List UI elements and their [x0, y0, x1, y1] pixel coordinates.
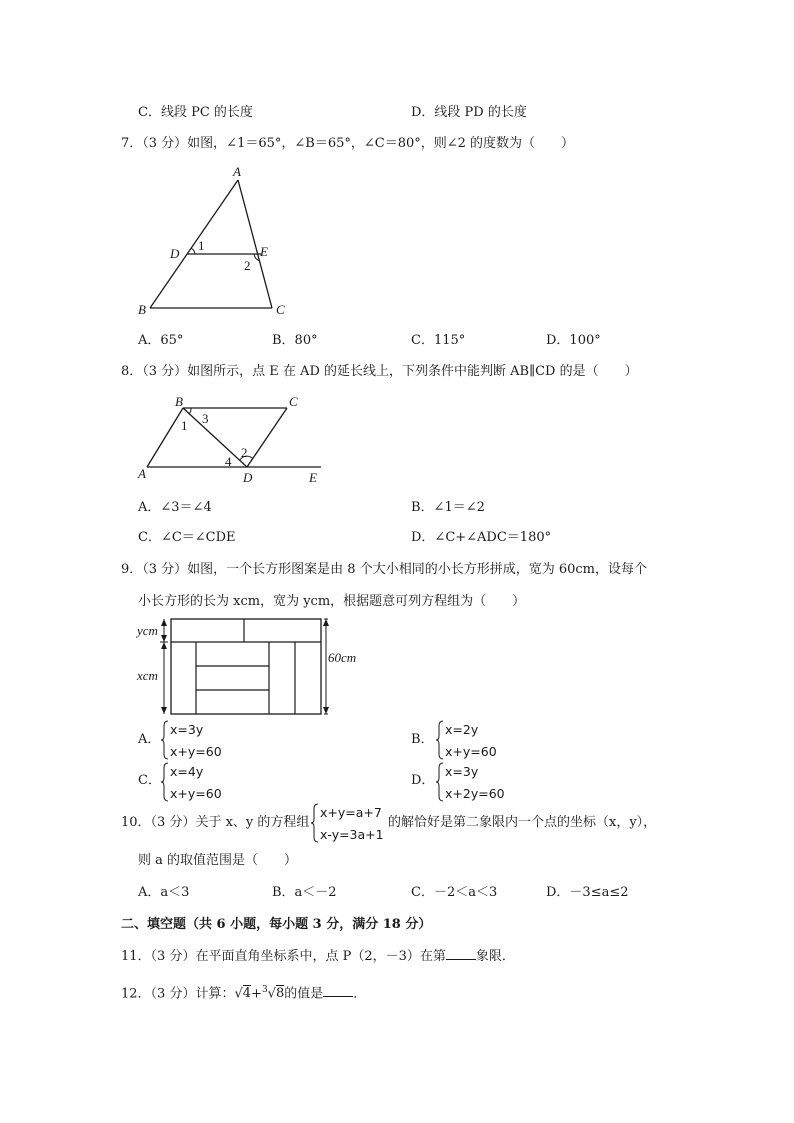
cbrt-icon: √ [267, 986, 276, 1002]
q9-option-b-label: B． [411, 732, 434, 747]
q7-label-a: A [233, 164, 241, 179]
q7-option-a: A．65° [138, 333, 184, 348]
q9-stem-line2: 小长方形的长为 xcm，宽为 ycm，根据题意可列方程组为（ ） [138, 594, 526, 609]
q9-c-eq1: x=4y [170, 764, 204, 779]
q10-eq1: x+y=a+7 [320, 805, 382, 820]
q8-label-e: E [309, 470, 317, 485]
q11-answer-blank [446, 947, 476, 960]
section-2-heading: 二、填空题（共 6 小题，每小题 3 分，满分 18 分） [121, 917, 432, 932]
q10-stem-post: 的解恰好是第二象限内一个点的坐标（x，y）， [388, 815, 657, 830]
q7-option-c: C．115° [411, 333, 466, 348]
q10-eq2: x-y=3a+1 [320, 827, 384, 842]
q10-stem-pre: 10．（3 分）关于 x、y 的方程组 [121, 815, 310, 830]
q6-option-d: D．线段 PD 的长度 [411, 105, 527, 120]
q9-option-d-system [435, 762, 525, 802]
q9-option-d-label: D． [411, 773, 435, 788]
q12-text-end: ． [353, 986, 367, 1002]
q9-option-c-label: C． [138, 773, 161, 788]
q8-label-a: A [138, 466, 146, 481]
q12-cube-index: 3 [261, 985, 268, 995]
q7-angle-2: 2 [244, 258, 251, 273]
q8-angle-3: 3 [202, 411, 209, 426]
q9-d-eq2: x+2y=60 [445, 786, 505, 801]
q7-option-b: B．80° [272, 333, 318, 348]
q8-angle-1: 1 [181, 418, 188, 433]
q8-option-a: A．∠3＝∠4 [138, 500, 212, 515]
q12-radicand-8: 8 [275, 986, 285, 1002]
q9-option-a-system [160, 720, 240, 760]
q10-option-b: B．a＜－2 [272, 885, 337, 900]
q9-b-eq1: x=2y [445, 722, 479, 737]
q7-angle-1: 1 [198, 238, 205, 253]
q7-label-d: D [170, 246, 180, 261]
q10-system [310, 803, 390, 843]
q12 [121, 980, 366, 1004]
q9-c-eq2: x+y=60 [170, 786, 222, 801]
q8-option-d: D．∠C+∠ADC＝180° [411, 530, 552, 545]
q9-option-a-label: A． [138, 732, 161, 747]
q7-triangle-figure [130, 160, 300, 325]
sqrt-icon: √ [234, 986, 243, 1002]
q9-d-eq1: x=3y [445, 764, 479, 779]
q7-label-b: B [138, 302, 146, 317]
q8-label-c: C [289, 394, 298, 409]
q10-option-c: C．－2＜a＜3 [411, 885, 498, 900]
brace-icon [310, 803, 320, 843]
q9-label-ycm: ycm [137, 623, 158, 638]
q8-angle-4: 4 [225, 454, 232, 469]
q8-option-c: C．∠C＝∠CDE [138, 530, 236, 545]
q12-radicand-4: 4 [242, 986, 252, 1002]
brace-icon [160, 720, 170, 760]
q12-text-post: 的值是 [284, 986, 324, 1002]
q7-label-e: E [260, 244, 268, 259]
q10-option-d: D．－3≤a≤2 [546, 885, 629, 900]
q12-answer-blank [323, 984, 353, 997]
q10-option-a: A．a＜3 [138, 885, 190, 900]
q9-option-b-system [435, 720, 525, 760]
brace-icon [160, 762, 170, 802]
q9-option-c-system [160, 762, 240, 802]
q12-plus: + [251, 986, 262, 1002]
q6-option-c: C．线段 PC 的长度 [138, 105, 253, 120]
q8-angle-2: 2 [241, 445, 248, 460]
q11-text-pre: 11．（3 分）在平面直角坐标系中，点 P（2，－3）在第 [121, 949, 446, 964]
q7-stem: 7．（3 分）如图，∠1＝65°，∠B＝65°，∠C＝80°，则∠2 的度数为（ ） [121, 136, 575, 151]
q8-option-b: B．∠1＝∠2 [411, 500, 485, 515]
q8-stem: 8．（3 分）如图所示，点 E 在 AD 的延长线上，下列条件中能判断 AB∥CD 的是（ ） [121, 364, 638, 379]
q9-label-60cm: 60cm [328, 650, 357, 665]
q9-a-eq1: x=3y [170, 722, 204, 737]
q12-text-pre: 12．（3 分）计算： [121, 986, 235, 1002]
q9-rectangle-figure [130, 614, 370, 720]
q11 [121, 947, 515, 965]
q7-label-c: C [276, 302, 285, 317]
q9-b-eq2: x+y=60 [445, 744, 497, 759]
q7-option-d: D．100° [546, 333, 601, 348]
q9-stem-line1: 9．（3 分）如图，一个长方形图案是由 8 个大小相同的小长方形拼成，宽为 60cm，设每个 [121, 562, 647, 577]
q8-parallelogram-figure [135, 390, 335, 490]
q10-stem-line2: 则 a 的取值范围是（ ） [138, 853, 298, 868]
q9-label-xcm: xcm [137, 668, 158, 683]
q11-text-post: 象限． [475, 949, 515, 964]
q9-a-eq2: x+y=60 [170, 744, 222, 759]
q8-label-d: D [243, 470, 253, 485]
brace-icon [435, 720, 445, 760]
q8-label-b: B [175, 394, 183, 409]
brace-icon [435, 762, 445, 802]
